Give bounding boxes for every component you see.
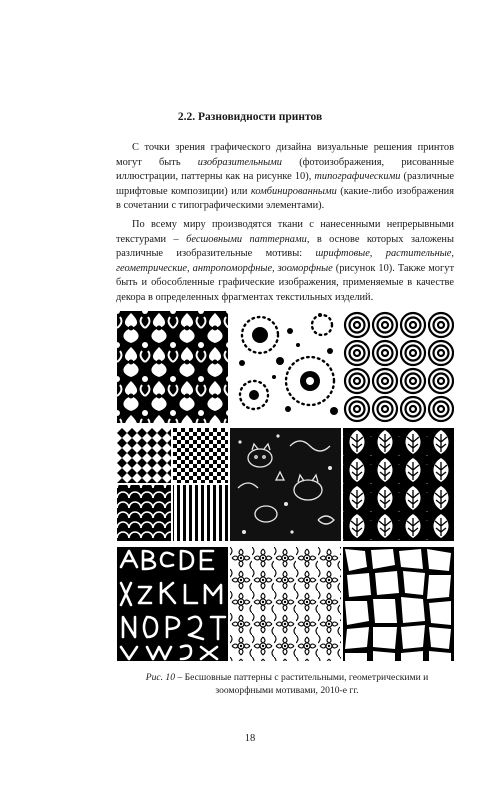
emphasis-term: бесшовными паттернами <box>186 233 307 245</box>
pattern-figure <box>117 311 454 661</box>
paragraph-text: (рисунок 10). Также могут быть и обособленные графические изображения, применяемые в качестве декора в определенных фрагментах текстильных изделий. <box>116 262 454 303</box>
letters-typography-pattern <box>117 547 228 661</box>
paragraph-text: С точки зрения графического дизайна визуальные решения принтов могут быть <box>116 142 454 168</box>
paragraph-text: По всему миру производятся ткани с нанесенными непрерывными текстурами – <box>116 219 454 245</box>
figure-caption <box>128 672 446 697</box>
emphasis-term: комбинированными <box>250 185 337 197</box>
emphasis-term: шрифтовые, растительные, геометрические, антропоморфные, зооморфные <box>116 248 454 274</box>
caption-text: – Бесшовные паттерны с растительными, геометрическими и зооморфными мотивами, 2010-е гг. <box>175 672 429 696</box>
caption-label: Рис. 10 <box>145 672 176 683</box>
paragraph-text: (фотоизображения, рисованные иллюстрации, паттерны как на рисунке 10), <box>116 156 454 183</box>
paragraph-text: (какие-либо изображения в сочетании с типографическими элементами). <box>116 185 455 212</box>
paragraph-print-types <box>116 141 454 214</box>
concentric-arcs-pattern <box>343 311 454 423</box>
giraffe-cells-pattern <box>343 547 454 661</box>
damask-pattern <box>117 311 228 423</box>
section-heading: 2.2. Разновидности принтов <box>177 111 323 123</box>
polka-dot-circles-pattern <box>230 311 341 423</box>
floral-lace-pattern <box>230 547 341 661</box>
geometric-quad-pattern <box>117 428 228 541</box>
paragraph-text: , в основе которых заложены различные изобразительные мотивы: <box>116 233 454 260</box>
fan-leaf-pattern <box>343 428 454 541</box>
paragraph-text: (различные шрифтовые композиции) или <box>116 171 454 197</box>
emphasis-term: типографическими <box>314 171 401 183</box>
animal-doodle-pattern <box>230 428 341 541</box>
page-number: 18 <box>244 733 256 744</box>
paragraph-seamless-patterns <box>116 218 454 306</box>
emphasis-term: изобразительными <box>197 156 282 168</box>
